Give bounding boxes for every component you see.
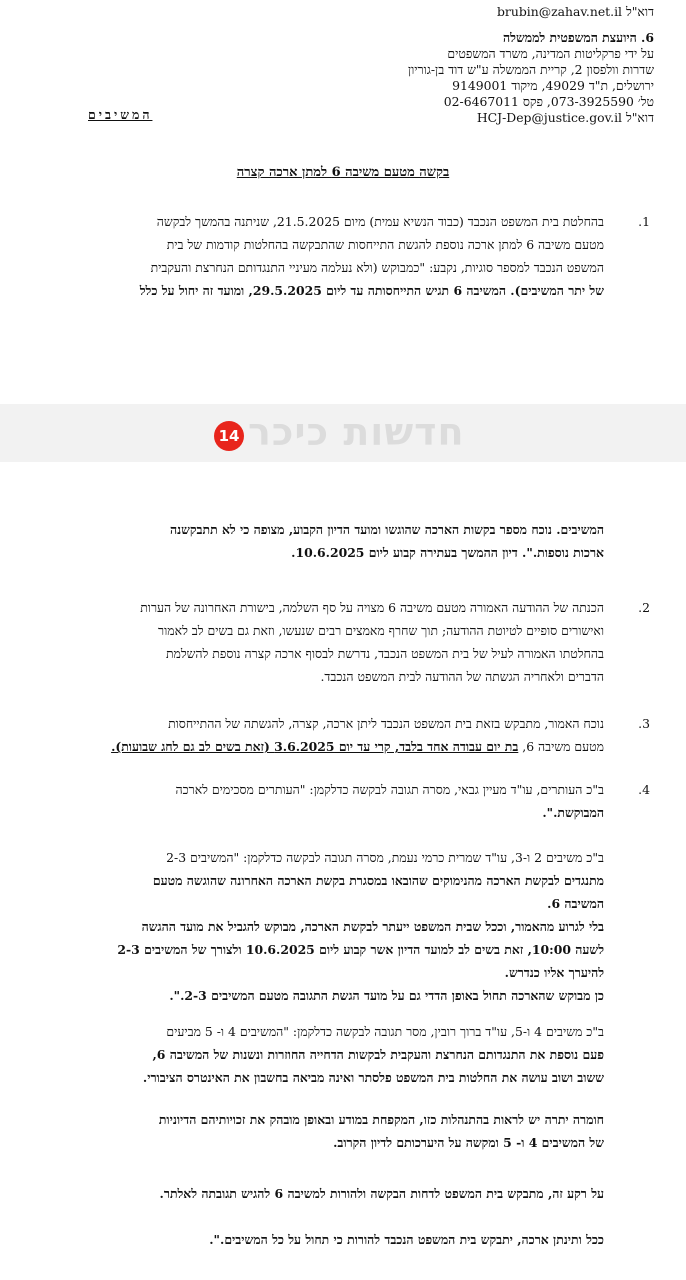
section-number: 3. [638,716,650,731]
header-line: ירושלים, ת"ד 49029, מיקוד 9149001 [452,78,654,93]
entity-title: 6. היועצת המשפטית לממשלה [503,30,654,45]
paragraph-line: כן מבוקש שהארכה תחול באופן הדדי גם על מועד הגשת התגובה מטעם המשיבים 2-3.". [169,988,604,1003]
document-page-top [0,0,686,404]
paragraph-line: בהחלטת בית המשפט הנכבד (כבוד הנשיא עמית) מיום 21.5.2025, שניתנה בהמשך לבקשה [156,214,604,229]
section-number: 2. [638,600,650,615]
paragraph-line: ב"כ משיבים 2 ו-3, עו"ד שמרית כרמי נעמת, מסרה תגובה לבקשה כדלקמן: "המשיבים 2-3 [166,850,604,865]
paragraph-line: חומרה יתרה יש לראות בהתנהלות כזו, המקפחת במודע ובאופן מובהק את זכויותיהם הדיוניות [158,1112,604,1127]
paragraph-line: הדברים ולאחריה הגשתה של ההודעה לבית המשפט הנכבד. [320,669,604,684]
document-page-bottom [0,462,686,1280]
paragraph-line: מטעם משיבה 6 למתן ארכה נוספת להגשת התייחסות שהתבקשה בהחלטות קודמות של בית [166,237,604,252]
respondents-4-5-response-cont [76,1108,604,1154]
section-number: 1. [638,214,650,229]
header-line: דוא"ל HCJ-Dep@justice.gov.il [476,110,654,125]
header-block [314,4,654,126]
section-1-paragraph [76,210,604,302]
paragraph-line: על רקע זה, מתבקש בית המשפט לדחות הבקשה ולהורות למשיבה 6 להגיש תגובתה לאלתר. [159,1186,604,1201]
emphasized-deadline: בת יום עבודה אחד בלבד, קרי עד יום 3.6.2025 (זאת בשים לב גם לחג שבועות). [111,739,519,754]
paragraph-text: מטעם משיבה 6, [518,739,604,754]
paragraph-line: המשיבים. נוכח מספר בקשות הארכה שהוגשו ומועד הדיון הקבוע, מצופה כי לא תתבקשנה [169,522,604,537]
paragraph-line: הכנתה של ההודעה האמורה מטעם משיבה 6 מצויה על סף השלמה, בישורת האחרונה של הערות [140,600,604,615]
paragraph-line: פעם נוספת את התנגדותם הנחרצת והעקבית לבקשות הדחייה החוזרות ונשנות של המשיבה 6, [152,1047,604,1062]
paragraph-line: המבוקשת.". [542,805,604,820]
watermark-logo-text: חדשות כיכר [248,410,465,454]
paragraph-line: נוכח האמור, מתבקש בזאת בית המשפט הנכבד ליתן ארכה, קצרה, להגשתה של ההתייחסות [168,716,604,731]
header-line: שדרות וולפסון 2, קריית הממשלה ע"ש דוד בן-גוריון [407,62,654,77]
section-2-paragraph [76,596,604,688]
paragraph-line: ואישורים סופיים לטיוטת ההודעה; תוך שחרף מאמצים רבים שנעשו, וזאת גם בשים לב לאמור [158,623,604,638]
paragraph-line: של יתר המשיבים). המשיבה 6 תגיש התייחסותה עד ליום 29.5.2025, ומועד זה יחול על כלל [139,283,604,298]
document-title: בקשה מטעם משיבה 6 למתן ארכה קצרה [236,165,450,180]
channel-14-badge-icon: 14 [214,421,244,451]
paragraph-line: להיערך אליו כנדרש. [504,965,604,980]
header-line: על ידי פרקליטות המדינה, משרד המשפטים [447,46,654,61]
section-1-continuation [76,518,604,564]
paragraph-line: ב"כ העותרים, עו"ד מעיין גבאי, מסרה תגובה לבקשה כדלקמן: "העותרים מסכימים לארכה [175,782,604,797]
respondents-label: המשיבים [88,107,153,122]
paragraph-line: ככל ותינתן ארכה, יתבקש בית המשפט הנכבד להורות כי תחול על כל המשיבים.". [209,1232,604,1247]
respondents-4-5-request [76,1182,604,1205]
paragraph-line: המשפט הנכבד למספר סוגיות, נקבע: "כמבוקש (ולא נעלמה מעיניי התנגדותם הנחרצת והעקבית [150,260,604,275]
paragraph-line: ב"כ משיבים 4 ו-5, עו"ד ברוך רובין, מסר תגובה לבקשה כדלקמן: "המשיבים 4 ו- 5 מביעים [166,1024,604,1039]
respondents-4-5-closing [76,1228,604,1251]
paragraph-line: בלי לגרוע מהאמור, וככל שבית המשפט ייעתר לבקשת הארכה, מבוקש להגביל את מועד ההגשה [141,919,604,934]
news-site-watermark-banner [0,404,686,462]
header-line: טל׳ 073-3925590, פקס 02-6467011 [443,94,654,109]
section-number: 4. [638,782,650,797]
paragraph-line: לשעה 10:00, זאת בשים לב למועד הדיון אשר קבוע ליום 10.6.2025 ולצורך של המשיבים 2-3 [117,942,604,957]
paragraph-line: ארכות נוספות.". דיון ההמשך בעתירה קבוע ליום 10.6.2025. [291,545,604,560]
paragraph-line: ששוב ושוב עושה את החלטות בית המשפט פלסתר ואינה מביאה בחשבון את האינטרס הציבורי. [142,1070,604,1085]
paragraph-line: בהחלטתו האמורה לעיל של בית המשפט הנכבד, נדרשת לבסוף ארכה קצרה נוספת להשלמת [165,646,604,661]
paragraph-line [76,735,604,758]
respondents-2-3-response [76,846,604,1007]
petitioners-response [76,778,604,824]
email-line: דוא"ל brubin@zahav.net.il [496,4,654,19]
paragraph-line: של המשיבים 4 ו- 5 ומקשה על היערכותם לדיון הקרוב. [333,1135,604,1150]
paragraph-line: המשיבה 6. [547,896,604,911]
section-3-paragraph [76,712,604,758]
respondents-4-5-response [76,1020,604,1089]
paragraph-line: מתנגדים לבקשת הארכה מהנימוקים שהובאו במסגרת בקשת הארכה האחרונה שהוגשה מטעם [152,873,604,888]
